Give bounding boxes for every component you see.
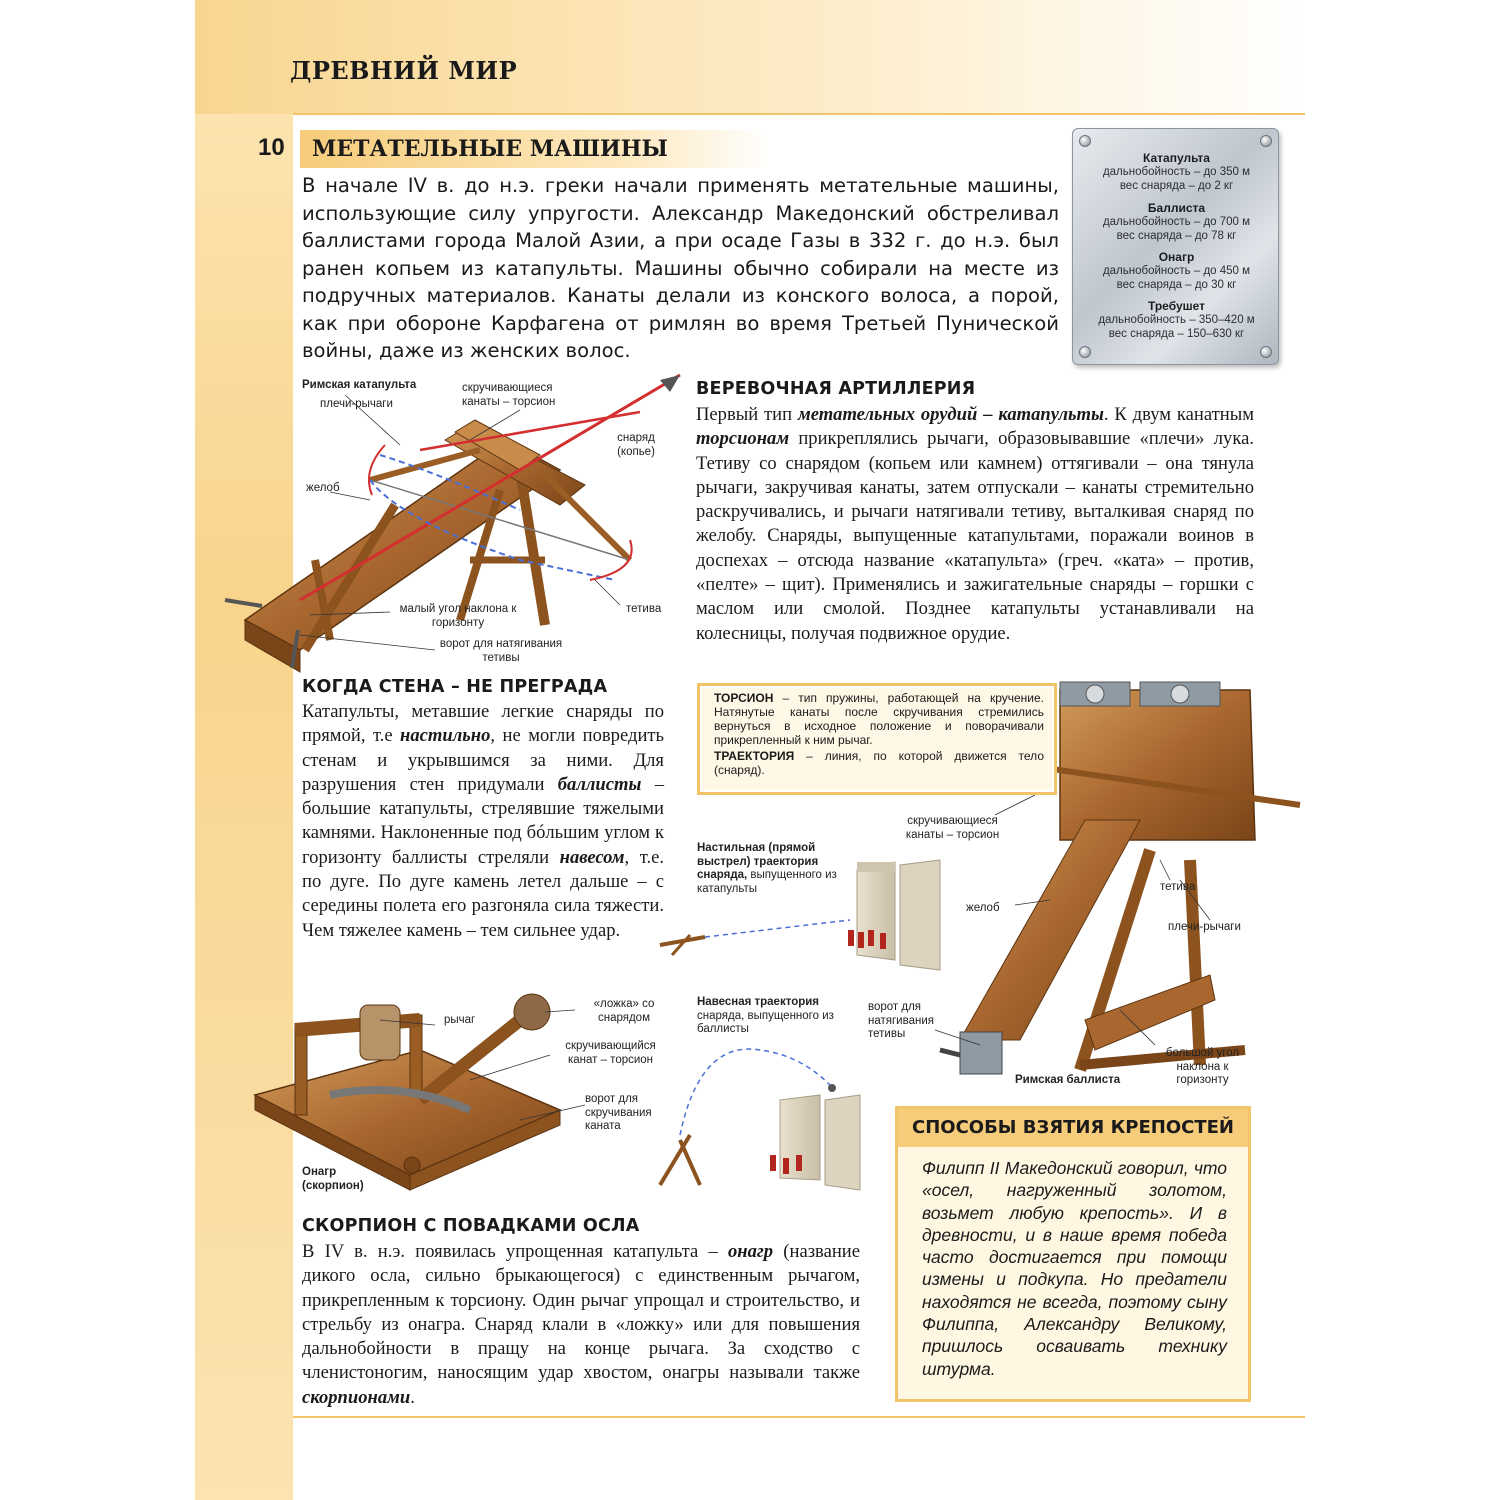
ballista-string-label: тетива — [1160, 881, 1196, 893]
catapult-arms-label: плечи-рычаги — [320, 398, 393, 410]
catapult-groove-label: желоб — [306, 482, 340, 494]
wall-text: Катапульты, метавшие легкие снаряды по прямой, т.е настильно, не могли повредить стенам и укрывшимся за ними. Для разрушения стен придумали баллисты – большие катапульты, стрелявшие тяжелыми камнями. Наклоненные под бóльшим углом к горизонту баллисты стреляли навесом, т.е. по дуге. По дуге камень летел дальше – с середины полета его разгоняла сила тяжести. Чем тяжелее камень – тем сильнее удар. — [302, 701, 664, 941]
section-title: ДРЕВНИЙ МИР — [290, 56, 518, 85]
ballista-angle-label: большой угол наклона к горизонту — [1165, 1047, 1240, 1086]
onager-spoon-label: «ложка» со снарядом — [593, 998, 655, 1024]
ballista-arms-label: плечи-рычаги — [1168, 921, 1241, 933]
rope-artillery-heading: ВЕРЕВОЧНАЯ АРТИЛЛЕРИЯ — [696, 379, 976, 399]
intro-paragraph: В начале IV в. до н.э. греки начали применять метательные машины, использующие силу упругости. Александр Македонский обстреливал баллистами города Малой Азии, а при осаде Газы в 332 г. до н.э. был ранен копьем из катапульты. Машины обычно собирали на месте из подручных материалов. Канаты делали из конского волоса, а порой, как при обороне Карфагена от римлян во время Третьей Пунической войны, даже из женских волос. — [302, 174, 1059, 362]
flat-trajectory-label: Настильная (прямой выстрел) траектория снаряда, выпущенного из катапульты — [697, 842, 837, 895]
methods-text: Филипп II Македонский говорил, что «осел, нагруженный золотом, возьмет любую крепость». И в древности, и в наше время победа часто достигается при помощи измены и подкупа. Но предатели находятся не всегда, поэтому сыну Филиппа, Александру Великому, пришлось осваивать технику штурма. — [922, 1158, 1227, 1379]
onager-rope-label: скручивающийся канат – торсион — [565, 1040, 656, 1066]
rope-artillery-text: Первый тип метательных орудий – катапульты. К двум канатным торсионам прикреплялись рычаги, образовывавшие «плечи» лука. Тетиву со снарядом (копьем или камнем) оттягивали – она тянула рычаги, закручивая канаты, затем отпускали – канаты стремительно раскручивались, и рычаги натягивали тетиву, выталкивая снаряд по желобу. Снаряды, выпущенные катапультами, поражали воинов в доспехах – отсюда название «катапульта» (греч. «ката» – против, «пелте» – щит). Применялись и зажигательные снаряды – горшки с маслом или смолой. Позднее катапульты устанавливали на колесницы, получая подвижное орудие. — [696, 404, 1254, 644]
methods-box — [895, 1106, 1251, 1402]
catapult-angle-label: малый угол наклона к горизонту — [399, 603, 517, 629]
onager-winch-label: ворот для скручивания каната — [585, 1093, 652, 1132]
catapult-projectile-label: снаряд (копье) — [617, 432, 655, 458]
spec-entry: Требушет дальнобойность – 350–420 м вес снаряда – 150–630 кг — [1098, 299, 1255, 340]
spec-entry: Катапульта дальнобойность – до 350 м вес снаряда – до 2 кг — [1102, 151, 1251, 192]
arc-trajectory-scene — [660, 1049, 860, 1190]
onager-title: Онагр (скорпион) — [302, 1166, 364, 1192]
scorpion-heading: СКОРПИОН С ПОВАДКАМИ ОСЛА — [302, 1216, 640, 1236]
definitions-box — [697, 683, 1057, 795]
catapult-title: Римская катапульта — [302, 379, 417, 391]
page-number: 10 — [258, 134, 285, 161]
scorpion-text: В IV в. н.э. появилась упрощенная катапульта – онагр (название дикого осла, сильно брыкающегося) с единственным рычагом, прикрепленным к торсиону. Один рычаг упрощал и строительство, и стрельбу из онагра. Снаряд клали в «ложку» или для повышения дальнобойности в пращу на конце рычага. За сходство с членистоногим, наносящим удар хвостом, онагры называли также скорпионами. — [302, 1241, 860, 1408]
torsion-definition: ТОРСИОН – тип пружины, работающей на кручение. Натянутые канаты после скручивания стремились вернуться в исходное положение и поворачивали прикрепленный к ним рычаг. — [714, 691, 1044, 747]
catapult-ropes-label: скручивающиеся канаты – торсион — [462, 382, 556, 408]
ballista-groove-label: желоб — [966, 902, 1000, 914]
ballista-ropes-label: скручивающиеся канаты – торсион — [905, 815, 1000, 841]
ballista-winch-label: ворот для натягивания тетивы — [868, 1001, 934, 1040]
catapult-string-label: тетива — [626, 603, 662, 615]
catapult-winch-label: ворот для натягивания тетивы — [439, 638, 563, 664]
onager-drawing — [255, 994, 585, 1190]
spec-entry: Онагр дальнобойность – до 450 м вес снаряда – до 30 кг — [1102, 250, 1251, 291]
wall-heading: КОГДА СТЕНА – НЕ ПРЕГРАДА — [302, 677, 608, 697]
spec-entry: Баллиста дальнобойность – до 700 м вес снаряда – до 78 кг — [1102, 201, 1251, 242]
arc-trajectory-label: Навесная траектория снаряда, выпущенного из баллисты — [697, 996, 834, 1035]
ballista-title: Римская баллиста — [1015, 1074, 1121, 1086]
methods-heading: СПОСОБЫ ВЗЯТИЯ КРЕПОСТЕЙ — [898, 1109, 1248, 1147]
trajectory-definition: ТРАЕКТОРИЯ – линия, по которой движется тело (снаряд). — [714, 749, 1044, 777]
onager-lever-label: рычаг — [444, 1014, 476, 1026]
page-title: МЕТАТЕЛЬНЫЕ МАШИНЫ — [312, 136, 668, 162]
